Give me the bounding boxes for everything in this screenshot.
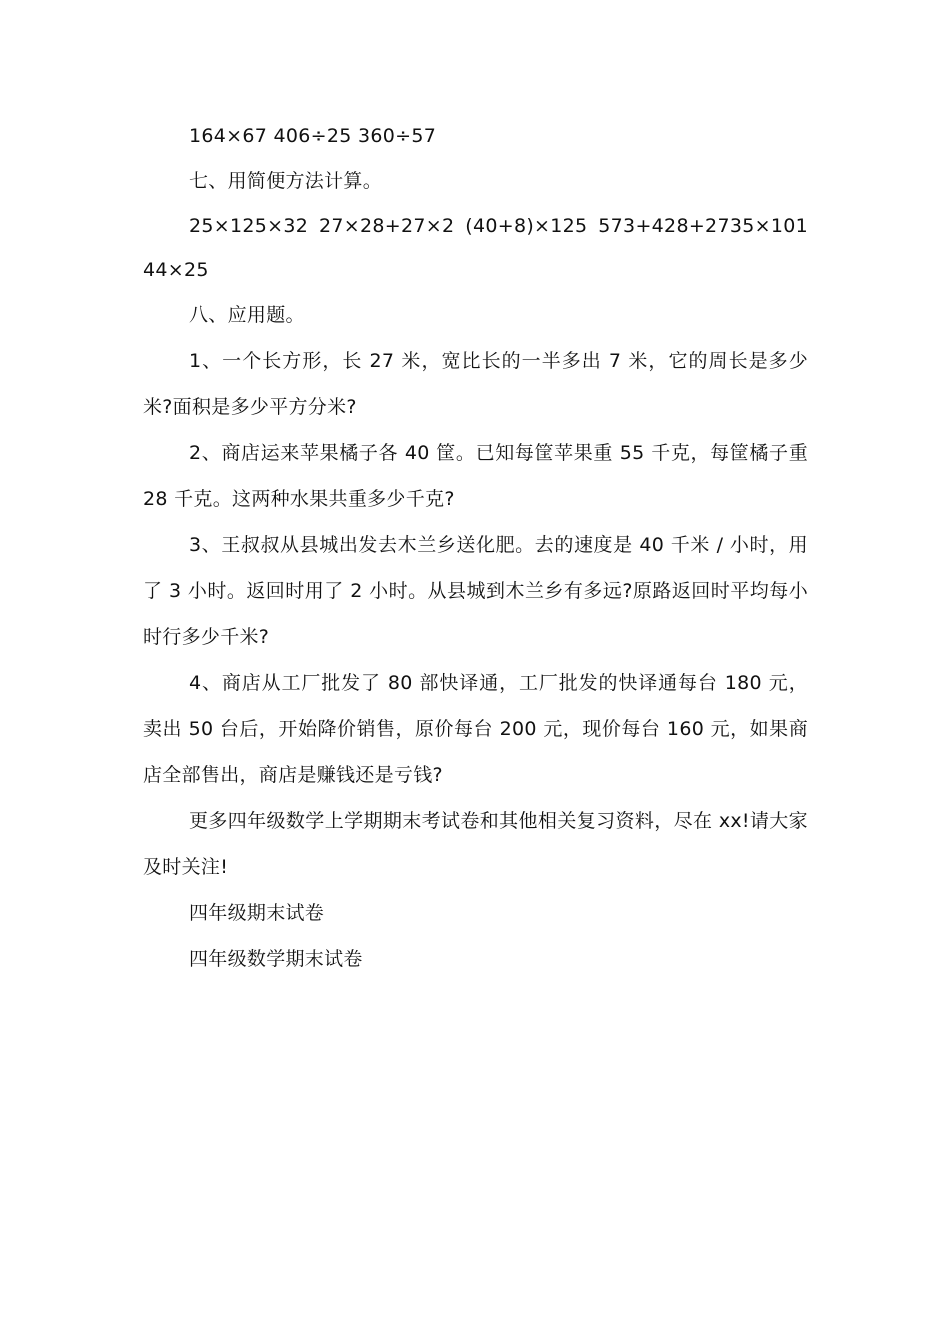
related-link-1[interactable]: 四年级期末试卷 — [189, 902, 325, 924]
footer-note: 更多四年级数学上学期期末考试卷和其他相关复习资料，尽在 xx!请大家及时关注! — [143, 810, 808, 878]
question-2: 2、商店运来苹果橘子各 40 筐。已知每筐苹果重 55 千克，每筐橘子重 28 千克。这两种水果共重多少千克? — [143, 442, 808, 510]
section-7-title: 七、用简便方法计算。 — [189, 170, 383, 192]
section-8-title: 八、应用题。 — [189, 304, 305, 326]
document-body — [143, 114, 808, 982]
question-4: 4、商店从工厂批发了 80 部快译通，工厂批发的快译通每台 180 元，卖出 50 台后，开始降价销售，原价每台 200 元，现价每台 160 元，如果商店全部售出，商店是赚钱还是亏钱? — [143, 672, 808, 786]
question-3: 3、王叔叔从县城出发去木兰乡送化肥。去的速度是 40 千米 / 小时，用了 3 小时。返回时用了 2 小时。从县城到木兰乡有多远?原路返回时平均每小时行多少千米? — [143, 534, 808, 648]
related-link-2[interactable]: 四年级数学期末试卷 — [189, 948, 363, 970]
question-1: 1、一个长方形，长 27 米，宽比长的一半多出 7 米，它的周长是多少米?面积是多少平方分米? — [143, 350, 808, 418]
section-7-expressions: 25×125×32 27×28+27×2 (40+8)×125 573+428+2735×101 44×25 — [143, 215, 808, 281]
calculation-row: 164×67 406÷25 360÷57 — [189, 125, 437, 147]
